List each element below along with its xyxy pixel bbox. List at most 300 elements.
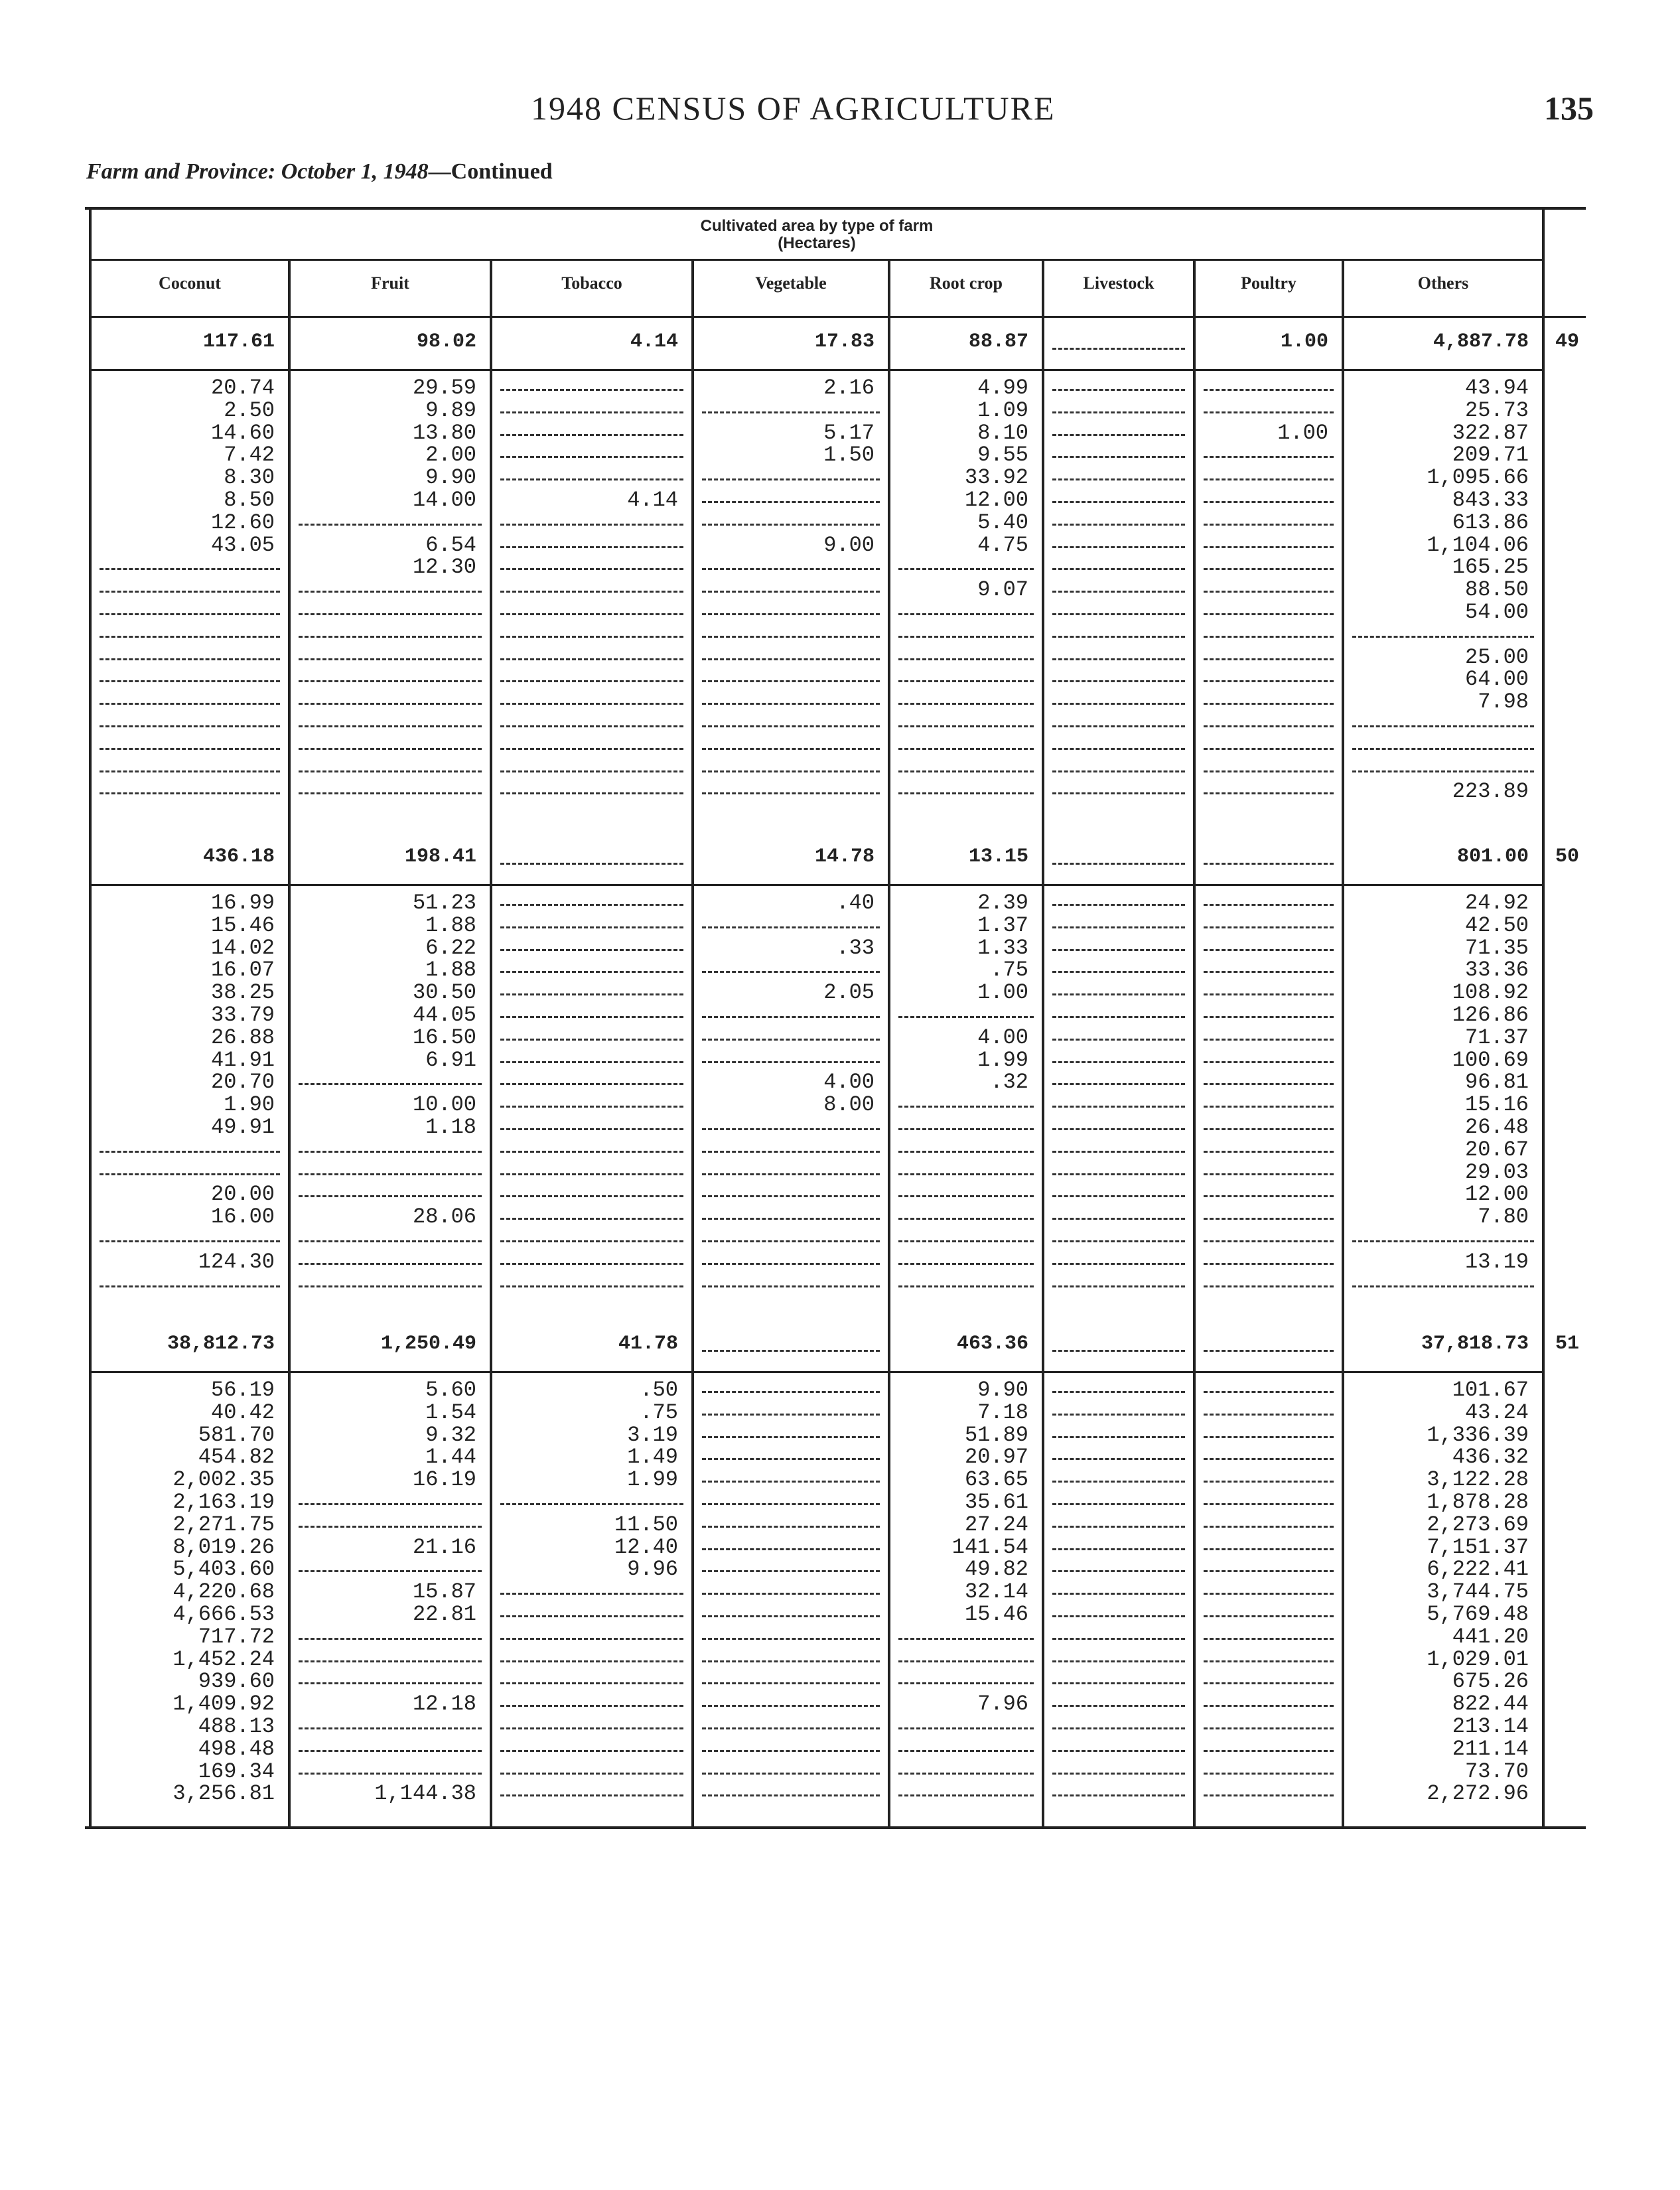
empty-cell-dash [1052, 1570, 1185, 1572]
header-divider-rule [90, 259, 1543, 261]
data-cell: 2.00 [425, 443, 476, 468]
section-total-cell: 37,818.73 [1421, 1333, 1529, 1355]
empty-cell-dash [500, 658, 683, 660]
empty-cell-dash [500, 703, 683, 705]
empty-cell-dash [299, 770, 482, 772]
empty-cell-dash [1052, 1173, 1185, 1175]
empty-cell-dash [1052, 1195, 1185, 1197]
data-cell: 2,163.19 [173, 1490, 275, 1514]
empty-cell-dash [1052, 680, 1185, 682]
empty-cell-dash [1052, 1727, 1185, 1729]
data-cell: 211.14 [1452, 1736, 1529, 1761]
empty-cell-dash [1352, 1240, 1534, 1242]
empty-cell-dash [299, 680, 482, 682]
data-cell: 20.74 [210, 376, 275, 400]
empty-cell-dash [500, 546, 683, 548]
empty-cell-dash [100, 748, 280, 750]
empty-cell-dash [1052, 971, 1185, 973]
data-cell: 16.19 [412, 1467, 476, 1493]
empty-cell-dash [702, 1218, 880, 1220]
data-cell: 1.54 [425, 1400, 476, 1425]
empty-cell-dash [1204, 456, 1334, 458]
empty-cell-dash [702, 1285, 880, 1287]
data-cell: 1.50 [823, 443, 875, 468]
empty-cell-dash [299, 524, 482, 526]
empty-cell-dash [500, 1615, 683, 1617]
empty-cell-dash [1052, 1773, 1185, 1775]
column-header: Fruit [371, 273, 409, 293]
section-total-rule [90, 884, 1543, 886]
empty-cell-dash [500, 1285, 683, 1287]
column-header: Coconut [159, 273, 221, 293]
empty-cell-dash [100, 1240, 280, 1242]
empty-cell-dash [100, 703, 280, 705]
empty-cell-dash [299, 1660, 482, 1662]
empty-cell-dash [500, 949, 683, 951]
empty-cell-dash [1204, 501, 1334, 503]
empty-cell-dash [299, 1240, 482, 1242]
data-cell: 1.88 [425, 958, 476, 983]
empty-cell-dash [1204, 1083, 1334, 1085]
empty-cell-dash [1052, 1016, 1185, 1018]
data-cell: 7.96 [977, 1692, 1028, 1717]
subtitle-text: Farm and Province: October 1, 1948 [86, 159, 429, 184]
data-cell: 488.13 [198, 1714, 275, 1739]
data-cell: 12.60 [210, 510, 275, 535]
empty-cell-dash [500, 1016, 683, 1018]
empty-cell-dash [1204, 1218, 1334, 1220]
section-total-rule [90, 369, 1543, 371]
empty-cell-dash [299, 792, 482, 794]
header-bottom-rule [90, 316, 1586, 318]
empty-cell-dash [702, 411, 880, 413]
empty-cell-dash [898, 1750, 1034, 1752]
empty-cell-dash [702, 725, 880, 727]
data-cell: 3,256.81 [173, 1781, 275, 1806]
empty-cell-dash [1204, 546, 1334, 548]
empty-cell-dash [299, 725, 482, 727]
empty-cell-dash [1204, 1391, 1334, 1393]
empty-cell-dash [1204, 926, 1334, 928]
data-cell: 209.71 [1452, 443, 1529, 468]
data-cell: 1,144.38 [374, 1781, 476, 1806]
empty-cell-dash [1204, 411, 1334, 413]
data-cell: 7.18 [977, 1400, 1028, 1425]
empty-cell-dash [1204, 680, 1334, 682]
data-cell: 12.00 [1464, 1182, 1529, 1207]
data-cell: 100.69 [1452, 1047, 1529, 1072]
empty-cell-dash [1052, 748, 1185, 750]
data-cell: 96.81 [1464, 1070, 1529, 1095]
empty-cell-dash [299, 1285, 482, 1287]
column-header: Root crop [929, 273, 1003, 293]
empty-cell-dash [500, 1794, 683, 1796]
data-cell: 33.92 [964, 465, 1028, 490]
empty-cell-dash [898, 1794, 1034, 1796]
data-cell: 1.49 [627, 1445, 678, 1470]
empty-cell-dash [898, 636, 1034, 638]
data-cell: 71.37 [1464, 1025, 1529, 1050]
data-cell: 9.96 [627, 1557, 678, 1582]
data-cell: 3.19 [627, 1422, 678, 1447]
empty-cell-dash [1052, 949, 1185, 951]
empty-cell-dash [500, 1218, 683, 1220]
section-total-cell: 14.78 [814, 845, 875, 868]
empty-cell-dash [1204, 1458, 1334, 1460]
data-cell: 1,878.28 [1427, 1490, 1529, 1514]
empty-cell-dash [1204, 1436, 1334, 1438]
data-cell: 4.75 [977, 532, 1028, 557]
empty-cell-dash [1052, 725, 1185, 727]
data-cell: 1,409.92 [173, 1692, 275, 1717]
data-cell: 1.99 [627, 1467, 678, 1493]
empty-cell-dash [702, 1195, 880, 1197]
section-total-cell: 1.00 [1280, 330, 1328, 353]
empty-cell-dash [702, 568, 880, 570]
empty-cell-dash [898, 770, 1034, 772]
data-cell: 5.40 [977, 510, 1028, 535]
empty-cell-dash [702, 1548, 880, 1550]
empty-cell-dash [898, 725, 1034, 727]
data-cell: 14.02 [210, 935, 275, 960]
section-total-cell: 38,812.73 [167, 1333, 275, 1355]
data-cell: 15.46 [210, 913, 275, 938]
empty-cell-dash [1204, 1503, 1334, 1505]
data-cell: 43.94 [1464, 376, 1529, 400]
data-cell: 1.44 [425, 1445, 476, 1470]
section-total-cell: 41.78 [618, 1333, 678, 1355]
column-rule [691, 259, 694, 1826]
data-cell: 1,104.06 [1427, 532, 1529, 557]
empty-cell-dash [500, 1638, 683, 1640]
empty-cell-dash [299, 1682, 482, 1684]
data-cell: 15.46 [964, 1602, 1028, 1627]
data-cell: 10.00 [412, 1092, 476, 1118]
empty-cell-dash [1052, 658, 1185, 660]
data-cell: 1.00 [977, 980, 1028, 1005]
empty-cell-dash [702, 703, 880, 705]
data-cell: 4.14 [627, 488, 678, 512]
empty-cell-dash [1052, 1039, 1185, 1041]
data-cell: 16.50 [412, 1025, 476, 1050]
empty-cell-dash [1204, 658, 1334, 660]
empty-cell-dash [1052, 591, 1185, 593]
data-cell: 1.99 [977, 1047, 1028, 1072]
empty-cell-dash [702, 1593, 880, 1595]
empty-cell-dash [1204, 1128, 1334, 1130]
data-cell: 22.81 [412, 1602, 476, 1627]
data-cell: 5,403.60 [173, 1557, 275, 1582]
empty-cell-dash [1052, 863, 1185, 865]
empty-cell-dash [898, 1240, 1034, 1242]
data-cell: 101.67 [1452, 1378, 1529, 1402]
empty-cell-dash [1052, 1151, 1185, 1153]
data-cell: 12.18 [412, 1692, 476, 1717]
empty-cell-dash [898, 792, 1034, 794]
empty-cell-dash [1204, 1593, 1334, 1595]
empty-cell-dash [702, 1240, 880, 1242]
empty-cell-dash [500, 411, 683, 413]
data-cell: 28.06 [412, 1204, 476, 1230]
empty-cell-dash [1204, 1240, 1334, 1242]
empty-cell-dash [1204, 1039, 1334, 1041]
empty-cell-dash [1204, 904, 1334, 906]
data-cell: 6,222.41 [1427, 1557, 1529, 1582]
row-number: 51 [1555, 1333, 1580, 1355]
empty-cell-dash [1052, 1083, 1185, 1085]
data-cell: 1,336.39 [1427, 1422, 1529, 1447]
data-cell: 20.67 [1464, 1137, 1529, 1162]
empty-cell-dash [1052, 703, 1185, 705]
empty-cell-dash [1204, 971, 1334, 973]
empty-cell-dash [898, 1016, 1034, 1018]
empty-cell-dash [299, 1173, 482, 1175]
column-header: Vegetable [755, 273, 827, 293]
data-cell: 5.17 [823, 420, 875, 445]
empty-cell-dash [500, 1106, 683, 1108]
subtitle-continued: —Continued [428, 159, 553, 184]
data-cell: 14.60 [210, 420, 275, 445]
empty-cell-dash [299, 1570, 482, 1572]
data-cell: 15.87 [412, 1579, 476, 1605]
empty-cell-dash [702, 501, 880, 503]
empty-cell-dash [702, 748, 880, 750]
data-cell: 2,271.75 [173, 1512, 275, 1537]
empty-cell-dash [299, 748, 482, 750]
empty-cell-dash [898, 1263, 1034, 1265]
empty-cell-dash [500, 926, 683, 928]
data-cell: 454.82 [198, 1445, 275, 1470]
empty-cell-dash [299, 1727, 482, 1729]
section-total-cell: 88.87 [968, 330, 1028, 353]
empty-cell-dash [100, 636, 280, 638]
empty-cell-dash [1204, 1705, 1334, 1707]
empty-cell-dash [1052, 434, 1185, 436]
empty-cell-dash [500, 1173, 683, 1175]
data-cell: 169.34 [198, 1759, 275, 1784]
empty-cell-dash [1052, 1705, 1185, 1707]
data-cell: 64.00 [1464, 667, 1529, 692]
empty-cell-dash [1204, 1285, 1334, 1287]
empty-cell-dash [898, 1285, 1034, 1287]
empty-cell-dash [500, 1151, 683, 1153]
empty-cell-dash [500, 863, 683, 865]
empty-cell-dash [1052, 1436, 1185, 1438]
empty-cell-dash [500, 434, 683, 436]
empty-cell-dash [898, 1218, 1034, 1220]
column-rule [1542, 207, 1545, 1826]
data-cell: 88.50 [1464, 577, 1529, 603]
data-cell: 9.07 [977, 577, 1028, 603]
empty-cell-dash [702, 1503, 880, 1505]
empty-cell-dash [898, 1173, 1034, 1175]
empty-cell-dash [500, 993, 683, 995]
data-cell: 29.03 [1464, 1159, 1529, 1185]
empty-cell-dash [500, 1773, 683, 1775]
empty-cell-dash [1204, 1061, 1334, 1063]
data-cell: 33.79 [210, 1003, 275, 1027]
empty-cell-dash [1052, 1548, 1185, 1550]
empty-cell-dash [1204, 1195, 1334, 1197]
data-cell: 26.48 [1464, 1115, 1529, 1139]
empty-cell-dash [299, 1503, 482, 1505]
data-cell: 42.50 [1464, 913, 1529, 938]
empty-cell-dash [1052, 478, 1185, 480]
column-header: Livestock [1083, 273, 1155, 293]
empty-cell-dash [1052, 1414, 1185, 1416]
empty-cell-dash [1052, 1240, 1185, 1242]
empty-cell-dash [1052, 636, 1185, 638]
data-cell: 14.00 [412, 488, 476, 512]
data-cell: 1.18 [425, 1115, 476, 1139]
empty-cell-dash [702, 1750, 880, 1752]
data-cell: 2.05 [823, 980, 875, 1005]
empty-cell-dash [100, 1285, 280, 1287]
data-cell: 27.24 [964, 1512, 1028, 1537]
data-cell: 33.36 [1464, 958, 1529, 983]
empty-cell-dash [100, 613, 280, 615]
row-number: 50 [1555, 845, 1580, 868]
empty-cell-dash [100, 725, 280, 727]
empty-cell-dash [1204, 748, 1334, 750]
empty-cell-dash [1052, 1350, 1185, 1352]
empty-cell-dash [299, 1083, 482, 1085]
empty-cell-dash [500, 1682, 683, 1684]
data-cell: 1,029.01 [1427, 1646, 1529, 1672]
empty-cell-dash [702, 770, 880, 772]
empty-cell-dash [1204, 1173, 1334, 1175]
column-rule [1042, 259, 1044, 1826]
empty-cell-dash [500, 1195, 683, 1197]
data-cell: 9.90 [977, 1378, 1028, 1402]
empty-cell-dash [1204, 725, 1334, 727]
data-cell: 51.89 [964, 1422, 1028, 1447]
empty-cell-dash [1052, 1128, 1185, 1130]
data-cell: 20.00 [210, 1182, 275, 1207]
data-cell: 7.42 [224, 443, 275, 468]
empty-cell-dash [1204, 1615, 1334, 1617]
data-cell: 7.98 [1478, 690, 1529, 715]
data-cell: .40 [836, 891, 875, 915]
empty-cell-dash [1052, 1263, 1185, 1265]
empty-cell-dash [500, 904, 683, 906]
empty-cell-dash [299, 1195, 482, 1197]
empty-cell-dash [1052, 993, 1185, 995]
data-cell: 35.61 [964, 1490, 1028, 1514]
data-cell: 13.80 [412, 420, 476, 445]
empty-cell-dash [1204, 613, 1334, 615]
empty-cell-dash [702, 1458, 880, 1460]
data-cell: 5.60 [425, 1378, 476, 1402]
empty-cell-dash [100, 1151, 280, 1153]
empty-cell-dash [1204, 1263, 1334, 1265]
data-cell: 2.16 [823, 376, 875, 400]
data-cell: 8.30 [224, 465, 275, 490]
empty-cell-dash [1204, 1660, 1334, 1662]
empty-cell-dash [898, 1106, 1034, 1108]
empty-cell-dash [1204, 591, 1334, 593]
empty-cell-dash [898, 1638, 1034, 1640]
empty-cell-dash [100, 568, 280, 570]
data-cell: 21.16 [412, 1534, 476, 1560]
empty-cell-dash [702, 1773, 880, 1775]
empty-cell-dash [702, 926, 880, 928]
empty-cell-dash [1204, 993, 1334, 995]
empty-cell-dash [1052, 613, 1185, 615]
empty-cell-dash [1352, 725, 1534, 727]
empty-cell-dash [702, 1039, 880, 1041]
empty-cell-dash [1052, 1615, 1185, 1617]
data-cell: .75 [640, 1400, 678, 1425]
data-cell: 40.42 [210, 1400, 275, 1425]
empty-cell-dash [702, 613, 880, 615]
empty-cell-dash [702, 1570, 880, 1572]
empty-cell-dash [500, 725, 683, 727]
data-cell: 20.70 [210, 1070, 275, 1095]
data-cell: 71.35 [1464, 935, 1529, 960]
empty-cell-dash [702, 1016, 880, 1018]
empty-cell-dash [1352, 636, 1534, 638]
data-cell: 12.40 [614, 1534, 678, 1560]
empty-cell-dash [1052, 1391, 1185, 1393]
empty-cell-dash [702, 680, 880, 682]
empty-cell-dash [1052, 1682, 1185, 1684]
empty-cell-dash [500, 478, 683, 480]
empty-cell-dash [500, 1705, 683, 1707]
empty-cell-dash [1052, 1526, 1185, 1528]
empty-cell-dash [898, 703, 1034, 705]
running-title: 1948 CENSUS OF AGRICULTURE [531, 90, 1056, 127]
empty-cell-dash [1204, 1638, 1334, 1640]
data-cell: 441.20 [1452, 1624, 1529, 1649]
empty-cell-dash [898, 568, 1034, 570]
empty-cell-dash [1204, 1773, 1334, 1775]
data-cell: 24.92 [1464, 891, 1529, 915]
empty-cell-dash [100, 680, 280, 682]
data-cell: 213.14 [1452, 1714, 1529, 1739]
page-number: 135 [1544, 90, 1594, 127]
empty-cell-dash [500, 770, 683, 772]
empty-cell-dash [702, 1481, 880, 1483]
empty-cell-dash [299, 658, 482, 660]
empty-cell-dash [1204, 1151, 1334, 1153]
empty-cell-dash [702, 478, 880, 480]
empty-cell-dash [1052, 770, 1185, 772]
section-total-cell: 198.41 [404, 845, 476, 868]
table-header [90, 218, 1543, 252]
data-cell: 322.87 [1452, 420, 1529, 445]
data-cell: 8,019.26 [173, 1534, 275, 1560]
empty-cell-dash [702, 1727, 880, 1729]
empty-cell-dash [299, 1750, 482, 1752]
empty-cell-dash [898, 1195, 1034, 1197]
data-cell: 56.19 [210, 1378, 275, 1402]
data-cell: 49.91 [210, 1115, 275, 1139]
data-cell: 1.09 [977, 398, 1028, 423]
data-cell: .32 [990, 1070, 1028, 1095]
data-cell: 54.00 [1464, 600, 1529, 624]
column-rule [1193, 259, 1196, 1826]
data-cell: 13.19 [1464, 1249, 1529, 1274]
section-total-rule [90, 1371, 1543, 1373]
data-cell: 16.07 [210, 958, 275, 983]
empty-cell-dash [1204, 703, 1334, 705]
data-cell: 126.86 [1452, 1003, 1529, 1027]
empty-cell-dash [500, 456, 683, 458]
section-total-cell: 117.61 [202, 330, 275, 353]
data-cell: 8.10 [977, 420, 1028, 445]
data-cell: 613.86 [1452, 510, 1529, 535]
